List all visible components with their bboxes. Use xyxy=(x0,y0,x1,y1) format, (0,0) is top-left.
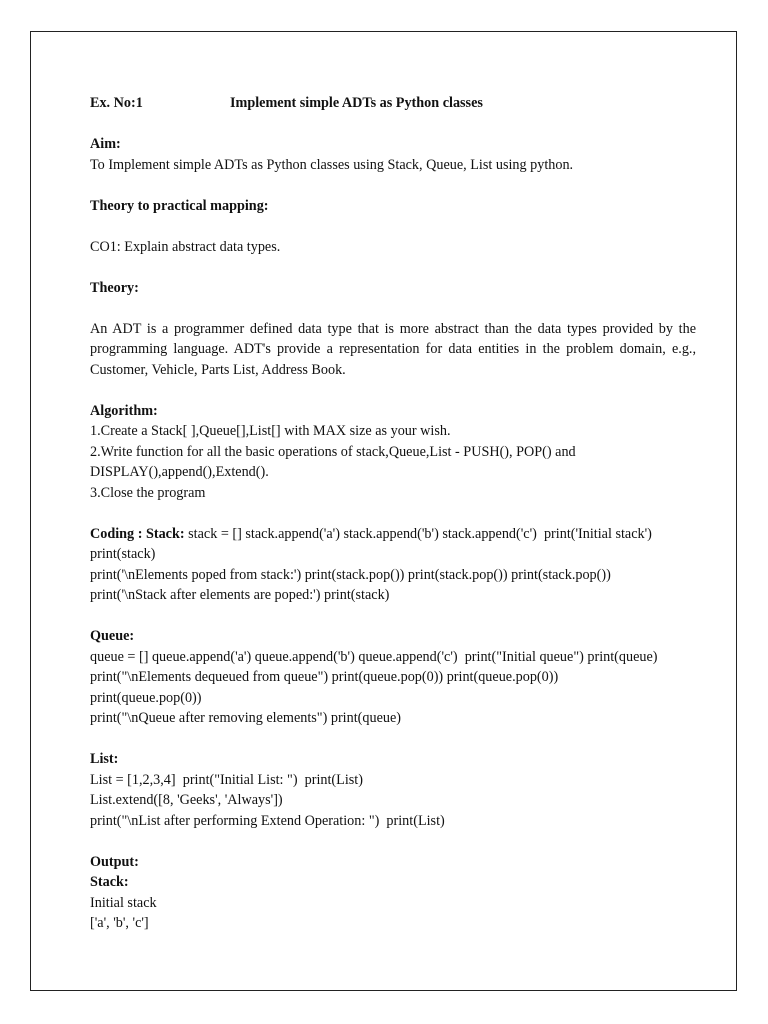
code-line: print("\nQueue after removing elements") print(queue) xyxy=(90,710,401,726)
exercise-header xyxy=(90,93,696,114)
exercise-number: Ex. No:1 xyxy=(90,95,143,111)
spacer xyxy=(90,606,696,627)
document-body xyxy=(90,93,696,934)
spacer xyxy=(90,298,696,319)
output-line: ['a', 'b', 'c'] xyxy=(90,915,149,931)
algorithm-step: 2.Write function for all the basic operations of stack,Queue,List - PUSH(), POP() and xyxy=(90,443,576,460)
aim-heading: Aim: xyxy=(90,136,121,152)
code-line: print("\nElements dequeued from queue") print(queue.pop(0)) print(queue.pop(0)) xyxy=(90,669,559,685)
mapping-heading: Theory to practical mapping: xyxy=(90,197,269,214)
spacer xyxy=(90,257,696,278)
code-line: List.extend([8, 'Geeks', 'Always']) xyxy=(90,792,283,808)
coding-heading: Coding : Stack: xyxy=(90,525,185,542)
output-heading: Output: xyxy=(90,853,139,870)
queue-heading: Queue: xyxy=(90,628,135,644)
code-line: stack = [] stack.append('a') stack.append('b') stack.append('c') print('Initial stack') xyxy=(184,525,652,542)
spacer xyxy=(90,175,696,196)
spacer xyxy=(90,729,696,750)
code-line: print(stack) xyxy=(90,546,156,562)
algorithm-step: 1.Create a Stack[ ],Queue[],List[] with MAX size as your wish. xyxy=(90,423,451,439)
output-line: Initial stack xyxy=(90,894,157,911)
code-line: queue = [] queue.append('a') queue.append('b') queue.append('c') print("Initial queue") print(queue) xyxy=(90,648,658,665)
spacer xyxy=(90,503,696,524)
algorithm-step: DISPLAY(),append(),Extend(). xyxy=(90,464,269,480)
aim-text: To Implement simple ADTs as Python classes using Stack, Queue, List using python. xyxy=(90,156,574,173)
spacer xyxy=(90,114,696,135)
spacer xyxy=(90,380,696,401)
theory-paragraph: An ADT is a programmer defined data type that is more abstract than the data types provided by the programming language. ADT's provide a representation for data entities in the problem domain, e.g., Customer, Vehicle, Parts List, Address Book. xyxy=(90,320,696,378)
exercise-title: Implement simple ADTs as Python classes xyxy=(230,95,483,111)
code-line: print("\nList after performing Extend Operation: ") print(List) xyxy=(90,812,445,829)
coding-first-line xyxy=(90,524,696,545)
mapping-text: CO1: Explain abstract data types. xyxy=(90,238,281,255)
list-heading: List: xyxy=(90,751,119,767)
algorithm-step: 3.Close the program xyxy=(90,484,206,501)
spacer xyxy=(90,831,696,852)
code-line: print('\nElements poped from stack:') print(stack.pop()) print(stack.pop()) print(stack.pop()) xyxy=(90,566,611,583)
output-subheading: Stack: xyxy=(90,874,129,890)
theory-heading: Theory: xyxy=(90,279,139,296)
code-line: print('\nStack after elements are poped:') print(stack) xyxy=(90,587,390,603)
code-line: List = [1,2,3,4] print("Initial List: ") print(List) xyxy=(90,771,363,788)
code-line: print(queue.pop(0)) xyxy=(90,689,202,706)
spacer xyxy=(90,216,696,237)
algorithm-heading: Algorithm: xyxy=(90,402,158,419)
